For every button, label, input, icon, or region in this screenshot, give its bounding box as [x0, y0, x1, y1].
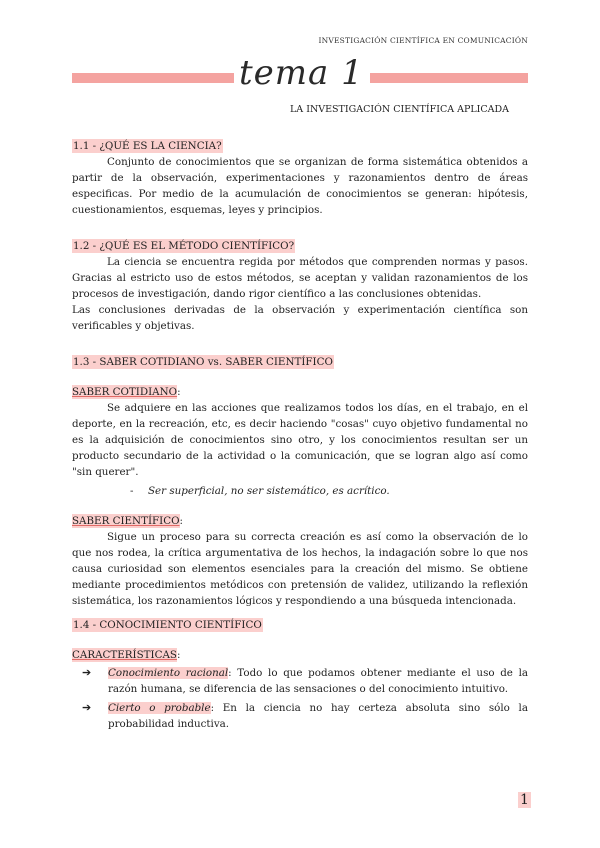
section-heading-1-2: 1.2 - ¿QUÉ ES EL MÉTODO CIENTÍFICO? [73, 240, 295, 252]
page-number: 1 [520, 792, 529, 808]
page-title: tema 1 [239, 53, 364, 93]
paragraph: Conjunto de conocimientos que se organizan de forma sistemática obtenidos a partir de la observación, experimentaciones y razonamientos dentro de áreas especificas. Por medio de la acumulación de conocimientos se generan: hipótesis, cuestionamientos, esquemas, leyes y principios. [72, 156, 528, 216]
subheading-saber-cientifico: SABER CIENTÍFICO: [72, 515, 184, 527]
arrow-right-icon: ➔ [82, 666, 92, 679]
document-body [72, 138, 528, 735]
list-item: ➔ Conocimiento racional: Todo lo que podamos obtener mediante el uso de la razón humana, se diferencia de las sensaciones o del conocimiento intuitivo. [82, 666, 529, 695]
subheading-saber-cotidiano: SABER COTIDIANO: [72, 386, 181, 398]
running-header: INVESTIGACIÓN CIENTÍFICA EN COMUNICACIÓN [318, 36, 528, 45]
section-heading-1-4: 1.4 - CONOCIMIENTO CIENTÍFICO [73, 619, 262, 631]
title-band-right [370, 73, 528, 83]
paragraph: Sigue un proceso para su correcta creación es así como la observación de lo que nos rodea, la crítica argumentativa de los hechos, la indagación sobre lo que nos causa curiosidad son elementos esenciales para la creación del mismo. Se obtiene mediante procedimientos metódicos con pretensión de validez, utilizando la reflexión sistemática, los razonamientos lógicos y respondiendo a una búsqueda intencionada. [72, 531, 528, 607]
dash-bullet: - Ser superficial, no ser sistemático, es acrítico. [130, 485, 390, 497]
title-band-left [72, 73, 234, 83]
arrow-right-icon: ➔ [82, 701, 92, 714]
paragraph: Las conclusiones derivadas de la observación y experimentación científica son verificables y objetivas. [72, 304, 528, 332]
section-heading-1-3: 1.3 - SABER COTIDIANO vs. SABER CIENTÍFICO [73, 356, 333, 368]
paragraph: La ciencia se encuentra regida por métodos que comprenden normas y pasos. Gracias al estricto uso de estos métodos, se aceptan y validan razonamientos de los procesos de investigación, dando rigor científico a las conclusiones obtenidas. [72, 256, 528, 300]
paragraph: Se adquiere en las acciones que realizamos todos los días, en el trabajo, en el deporte, en la recreación, etc, es decir haciendo "cosas" cuyo objetivo fundamental no es la adquisición de conocimientos sino otro, y los conocimientos resultan ser un producto secundario de la actividad o la comunicación, que se logran algo así como "sin querer". [72, 402, 528, 478]
list-item: ➔ Cierto o probable: En la ciencia no hay certeza absoluta sino sólo la probabilidad inductiva. [82, 701, 528, 730]
characteristics-list [72, 665, 528, 732]
subheading-caracteristicas: CARACTERÍSTICAS: [72, 649, 181, 661]
page-subtitle: LA INVESTIGACIÓN CIENTÍFICA APLICADA [290, 104, 510, 115]
section-heading-1-1: 1.1 - ¿QUÉ ES LA CIENCIA? [73, 140, 222, 152]
